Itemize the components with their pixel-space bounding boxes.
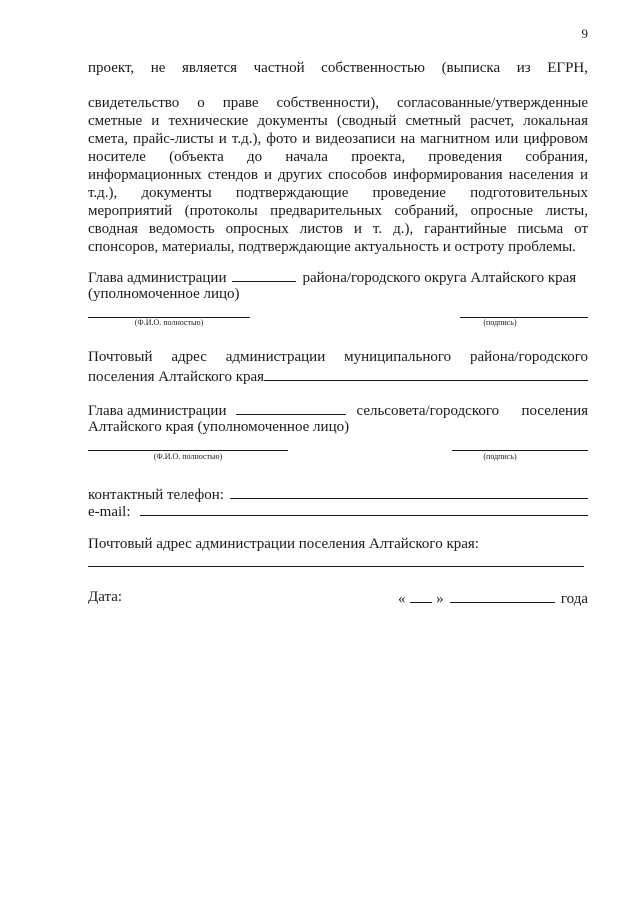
phone-label: контактный телефон: xyxy=(88,487,224,503)
phone-blank[interactable] xyxy=(230,484,588,499)
paragraph-line: сметные и технические документы (сводный сметный расчет, локальная xyxy=(88,113,588,129)
postal-address-blank[interactable] xyxy=(264,366,588,381)
paragraph-line: мероприятий (протоколы предварительных собраний, опросные листы, xyxy=(88,203,588,219)
fio-signature-line[interactable] xyxy=(88,450,288,451)
paragraph-line: свидетельство о праве собственности), согласованные/утвержденные xyxy=(88,95,588,111)
paragraph-line: проект, не является частной собственностью (выписка из ЕГРН, xyxy=(88,60,588,76)
day-blank[interactable] xyxy=(410,588,433,603)
page-number: 9 xyxy=(581,26,588,41)
selsovet-name-blank[interactable] xyxy=(236,400,346,415)
paragraph-line: сводная ведомость опросных листов и т. д.), гарантийные письма от xyxy=(88,221,588,237)
settlement-label: поселения Алтайского края xyxy=(88,369,265,385)
fio-caption: (Ф.И.О. полностью) xyxy=(153,452,223,461)
postal-address-line2 xyxy=(88,366,588,386)
paragraph-line: смета, прайс-листы и т.д.), фото и видеозаписи на магнитном или цифровом xyxy=(88,131,588,147)
email-label: e-mail: xyxy=(88,504,131,520)
authorized-person-label: Алтайского края (уполномоченное лицо) xyxy=(88,419,350,435)
head-district-line xyxy=(88,267,588,287)
open-quote: « xyxy=(398,591,406,607)
selsovet-label: сельсовета/городского поселения xyxy=(356,403,588,419)
paragraph-line: информационных стендов и других способов информирования населения и xyxy=(88,167,588,183)
head-label: Глава администрации xyxy=(88,270,227,286)
head-label: Глава администрации xyxy=(88,403,227,419)
email-blank[interactable] xyxy=(140,501,588,516)
date-label: Дата: xyxy=(88,589,123,605)
paragraph-line: носителе (объекта до начала проекта, проведения собрания, xyxy=(88,149,588,165)
paragraph-line: т.д.), документы подтверждающие проведение подготовительных xyxy=(88,185,588,201)
paragraph-last-line: спонсоров, материалы, подтверждающие актуальность и остроту проблемы. xyxy=(88,239,576,255)
district-label: района/городского округа Алтайского края xyxy=(302,270,577,286)
postal-address-line: Почтовый адрес администрации муниципального района/городского xyxy=(88,349,588,365)
authorized-person-label: (уполномоченное лицо) xyxy=(88,286,240,302)
district-name-blank[interactable] xyxy=(232,267,296,282)
signature-caption: (подпись) xyxy=(483,318,517,327)
email-row xyxy=(88,501,588,521)
year-label: года xyxy=(560,591,588,607)
head-selsovet-line xyxy=(88,400,588,420)
close-quote: » xyxy=(436,591,444,607)
fio-caption: (Ф.И.О. полностью) xyxy=(134,318,204,327)
settlement-postal-blank[interactable] xyxy=(88,566,584,567)
signature-caption: (подпись) xyxy=(483,452,517,461)
signature-line[interactable] xyxy=(452,450,588,451)
date-fields xyxy=(398,588,588,608)
month-blank[interactable] xyxy=(450,588,555,603)
settlement-postal-label: Почтовый адрес администрации поселения Алтайского края: xyxy=(88,536,479,552)
